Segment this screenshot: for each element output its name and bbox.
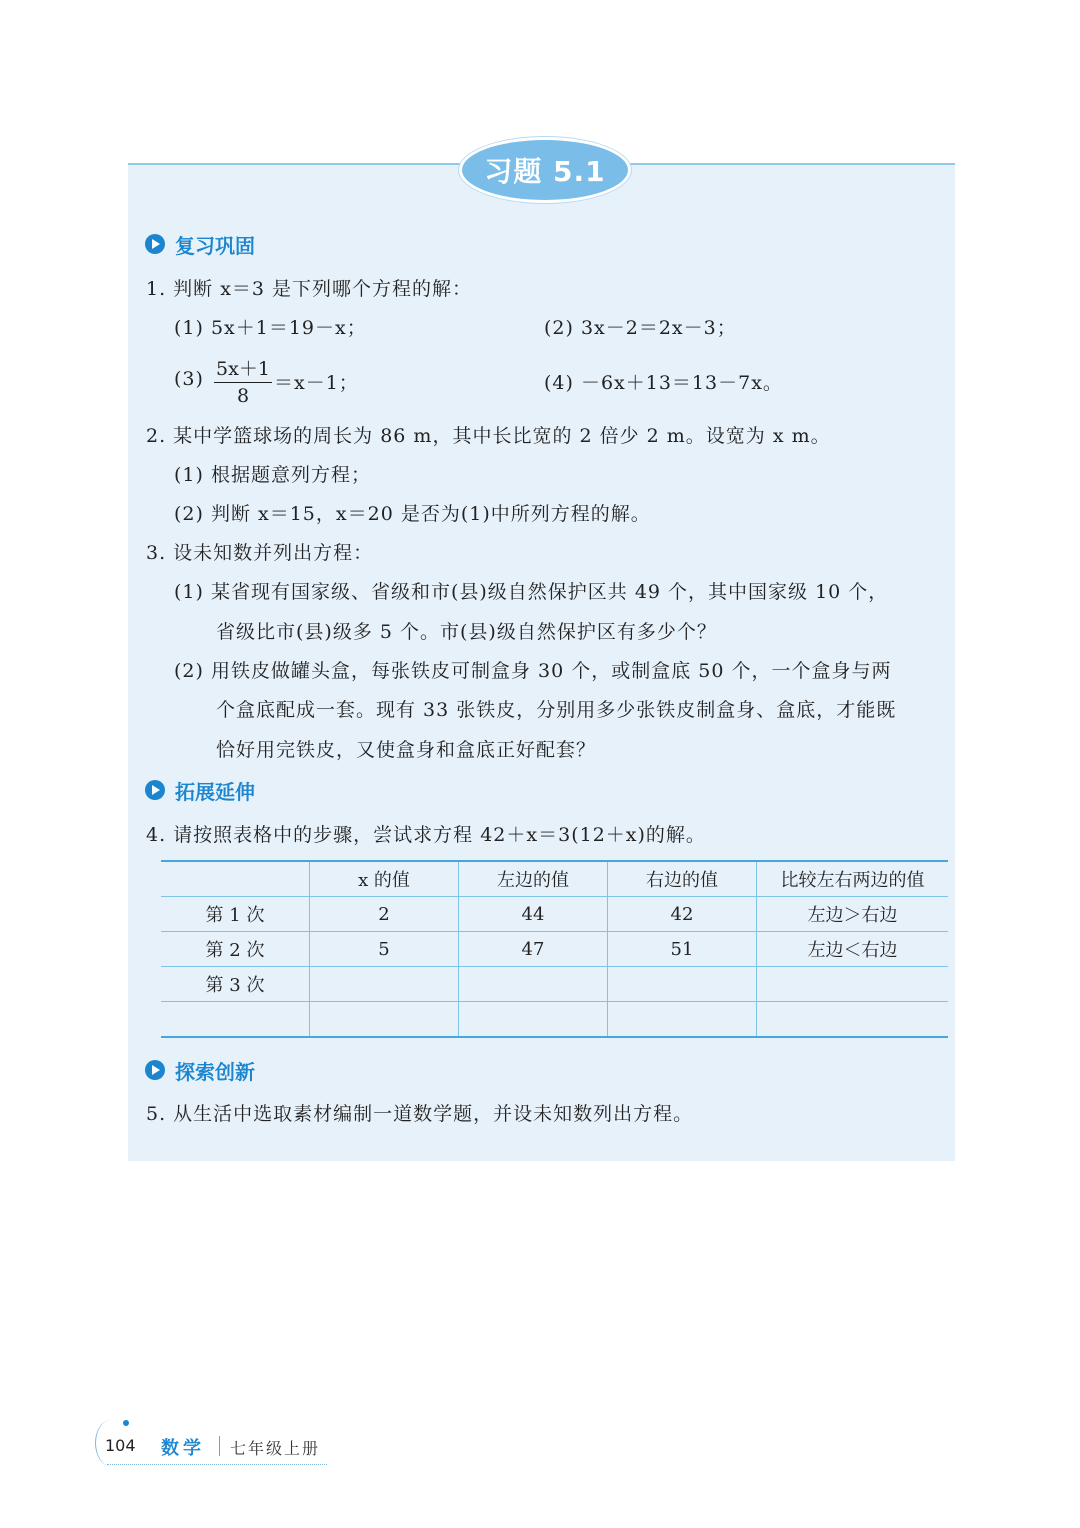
footer-dot (123, 1420, 129, 1426)
table-cell (459, 1002, 608, 1038)
q2-part-1: (1) 根据题意列方程； (174, 464, 371, 486)
footer-separator (219, 1436, 220, 1456)
table-row (161, 967, 948, 1002)
q3-part-2-line-1: (2) 用铁皮做罐头盒，每张铁皮可制盒身 30 个，或制盒底 50 个，一个盒身与两 (174, 660, 892, 682)
book-name: 七年级上册 (230, 1439, 321, 1458)
q2-part-2: (2) 判断 x＝15，x＝20 是否为(1)中所列方程的解。 (174, 503, 651, 525)
table-row (161, 932, 948, 967)
q1-option-3-fraction (214, 354, 272, 407)
table-cell (161, 1002, 310, 1038)
q3-part-1-line-1: (1) 某省现有国家级、省级和市(县)级自然保护区共 49 个，其中国家级 10 个， (174, 581, 889, 603)
fraction-denominator: 8 (236, 385, 250, 407)
table-cell: 42 (608, 897, 757, 932)
fraction-numerator: 5x＋1 (214, 354, 272, 383)
play-icon (145, 780, 165, 800)
page-footer (95, 1420, 335, 1470)
table-cell: 51 (608, 932, 757, 967)
play-icon (145, 234, 165, 254)
trial-table (161, 860, 948, 1038)
subject-name: 数学 (161, 1438, 205, 1459)
table-cell: 第 2 次 (161, 932, 310, 967)
table-row (161, 1002, 948, 1038)
table-cell (608, 967, 757, 1002)
header-cell: 比较左右两边的值 (757, 861, 949, 897)
q2-stem: 2. 某中学篮球场的周长为 86 m，其中长比宽的 2 倍少 2 m。设宽为 x m。 (146, 425, 831, 447)
table-cell: 左边＜右边 (757, 932, 949, 967)
section-extend (145, 776, 255, 804)
section-extend-title: 拓展延伸 (175, 779, 255, 804)
q1-stem: 1. 判断 x＝3 是下列哪个方程的解： (146, 278, 473, 300)
table-cell: 2 (310, 897, 459, 932)
table-cell (757, 1002, 949, 1038)
q1-option-2: (2) 3x－2＝2x－3； (544, 317, 737, 339)
table-cell: 第 3 次 (161, 967, 310, 1002)
exercise-title: 习题 5.1 (484, 155, 606, 188)
header-cell: x 的值 (310, 861, 459, 897)
q1-option-3-rest: ＝x－1； (274, 372, 359, 394)
table-header-row (161, 861, 948, 897)
table-cell (459, 967, 608, 1002)
section-review-title: 复习巩固 (175, 233, 255, 258)
q5-stem: 5. 从生活中选取素材编制一道数学题，并设未知数列出方程。 (146, 1103, 694, 1125)
section-explore-title: 探索创新 (175, 1059, 255, 1084)
section-review (145, 230, 255, 258)
exercise-title-badge (459, 137, 631, 203)
q4-stem: 4. 请按照表格中的步骤，尝试求方程 42＋x＝3(12＋x)的解。 (146, 824, 706, 846)
page-number: 104 (105, 1436, 136, 1455)
table-row (161, 897, 948, 932)
q1-option-3-label: (3) (174, 368, 204, 390)
header-cell (161, 861, 310, 897)
header-cell: 左边的值 (459, 861, 608, 897)
table-cell: 47 (459, 932, 608, 967)
q3-part-2-line-2: 个盒底配成一套。现有 33 张铁皮，分别用多少张铁皮制盒身、盒底，才能既 (216, 699, 897, 721)
table-cell: 左边＞右边 (757, 897, 949, 932)
q3-part-1-line-2: 省级比市(县)级多 5 个。市(县)级自然保护区有多少个？ (216, 621, 717, 643)
header-cell: 右边的值 (608, 861, 757, 897)
q3-stem: 3. 设未知数并列出方程： (146, 542, 374, 564)
section-explore (145, 1056, 255, 1084)
q1-option-1: (1) 5x＋1＝19－x； (174, 317, 367, 339)
q3-part-2-line-3: 恰好用完铁皮，又使盒身和盒底正好配套？ (216, 739, 597, 761)
table-cell: 第 1 次 (161, 897, 310, 932)
table-cell (310, 967, 459, 1002)
footer-dotted-rule (107, 1464, 327, 1465)
table-cell (757, 967, 949, 1002)
play-icon (145, 1060, 165, 1080)
table-cell: 5 (310, 932, 459, 967)
table-cell (310, 1002, 459, 1038)
table-cell: 44 (459, 897, 608, 932)
table-cell (608, 1002, 757, 1038)
q1-option-4: (4) －6x＋13＝13－7x。 (544, 372, 783, 394)
